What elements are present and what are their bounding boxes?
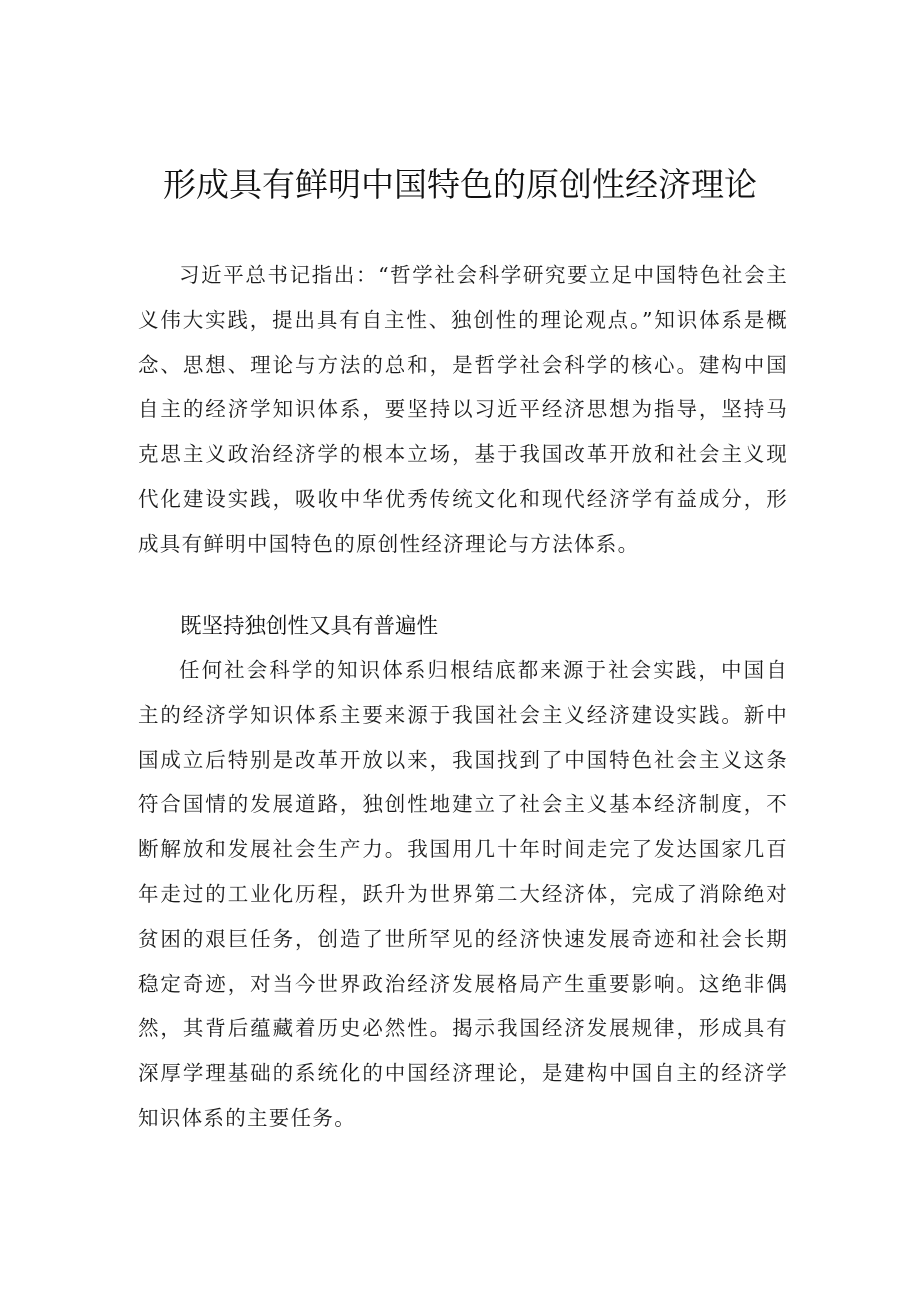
intro-paragraph: 习近平总书记指出：“哲学社会科学研究要立足中国特色社会主义伟大实践，提出具有自主性、独创性的理论观点。”知识体系是概念、思想、理论与方法的总和，是哲学社会科学的核心。建构中国自主的经济学知识体系，要坚持以习近平经济思想为指导，坚持马克思主义政治经济学的根本立场，基于我国改革开放和社会主义现代化建设实践，吸收中华优秀传统文化和现代经济学有益成分，形成具有鲜明中国特色的原创性经济理论与方法体系。 bbox=[138, 263, 788, 556]
document-title: 形成具有鲜明中国特色的原创性经济理论 bbox=[163, 165, 757, 204]
section-heading: 既坚持独创性又具有普遍性 bbox=[180, 614, 439, 639]
section-paragraph: 任何社会科学的知识体系归根结底都来源于社会实践，中国自主的经济学知识体系主要来源于我国社会主义经济建设实践。新中国成立后特别是改革开放以来，我国找到了中国特色社会主义这条符合国情的发展道路，独创性地建立了社会主义基本经济制度，不断解放和发展社会生产力。我国用几十年时间走完了发达国家几百年走过的工业化历程，跃升为世界第二大经济体，完成了消除绝对贫困的艰巨任务，创造了世所罕见的经济快速发展奇迹和社会长期稳定奇迹，对当今世界政治经济发展格局产生重要影响。这绝非偶然，其背后蕴藏着历史必然性。揭示我国经济发展规律，形成具有深厚学理基础的系统化的中国经济理论，是建构中国自主的经济学知识体系的主要任务。 bbox=[138, 658, 788, 1130]
